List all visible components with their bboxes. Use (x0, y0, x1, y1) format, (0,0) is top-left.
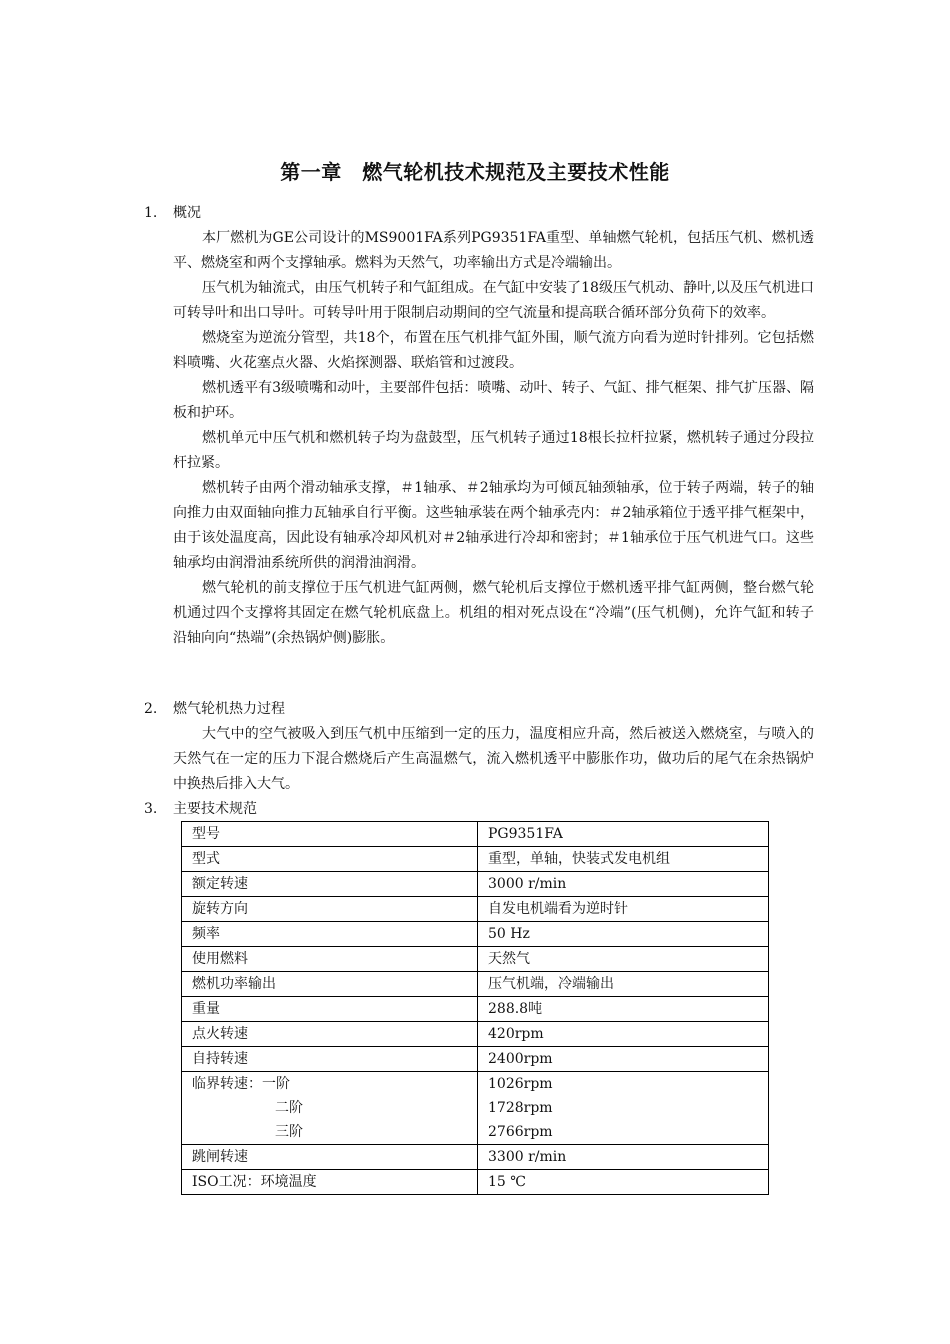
section-number: 2. (144, 701, 158, 717)
spec-value: PG9351FA (478, 822, 769, 847)
spec-label: 重量 (182, 997, 478, 1022)
table-row-critical-speed (182, 1072, 769, 1145)
section-heading (144, 697, 814, 722)
spec-value: 压气机端，冷端输出 (478, 972, 769, 997)
spec-label: ISO工况：环境温度 (182, 1170, 478, 1195)
spec-label: 使用燃料 (182, 947, 478, 972)
table-row (182, 972, 769, 997)
spec-label: 额定转速 (182, 872, 478, 897)
section-heading (144, 797, 814, 822)
table-row (182, 1022, 769, 1047)
critical-speed-second-order: 二阶 (275, 1100, 303, 1116)
section-number: 3. (144, 801, 158, 817)
spec-table (181, 821, 769, 1195)
spec-value (478, 1072, 769, 1145)
section-heading (144, 201, 814, 226)
critical-speed-label: 临界转速：一阶 (192, 1076, 290, 1092)
table-row (182, 997, 769, 1022)
spec-value: 50 Hz (478, 922, 769, 947)
spec-value: 自发电机端看为逆时针 (478, 897, 769, 922)
paragraph: 大气中的空气被吸入到压气机中压缩到一定的压力，温度相应升高，然后被送入燃烧室，与喷入的天然气在一定的压力下混合燃烧后产生高温燃气，流入燃机透平中膨胀作功，做功后的尾气在余热锅炉中换热后排入大气。 (173, 726, 814, 792)
spec-value: 15 ℃ (478, 1170, 769, 1195)
critical-speed-value: 1026rpm (488, 1076, 553, 1092)
table-row (182, 947, 769, 972)
section-title: 概况 (173, 205, 201, 221)
chapter-title: 第一章 燃气轮机技术规范及主要技术性能 (280, 160, 670, 184)
spec-value: 2400rpm (478, 1047, 769, 1072)
section-number: 1. (144, 205, 158, 221)
critical-speed-value: 2766rpm (488, 1124, 553, 1140)
table-row (182, 847, 769, 872)
spec-label: 自持转速 (182, 1047, 478, 1072)
spec-label (182, 1072, 478, 1145)
spec-label: 型式 (182, 847, 478, 872)
spec-label: 点火转速 (182, 1022, 478, 1047)
section-specs (144, 797, 814, 822)
table-row (182, 922, 769, 947)
table-row (182, 1047, 769, 1072)
table-row (182, 822, 769, 847)
table-row (182, 872, 769, 897)
table-row (182, 1170, 769, 1195)
paragraph: 压气机为轴流式，由压气机转子和气缸组成。在气缸中安装了18级压气机动、静叶,以及压气机进口可转导叶和出口导叶。可转导叶用于限制启动期间的空气流量和提高联合循环部分负荷下的效率。 (173, 280, 814, 321)
section-overview (144, 201, 814, 651)
spec-value: 3000 r/min (478, 872, 769, 897)
paragraph: 燃机透平有3级喷嘴和动叶，主要部件包括：喷嘴、动叶、转子、气缸、排气框架、排气扩压器、隔板和护环。 (173, 380, 814, 421)
spec-value: 420rpm (478, 1022, 769, 1047)
spec-value: 288.8吨 (478, 997, 769, 1022)
paragraph: 燃气轮机的前支撑位于压气机进气缸两侧，燃气轮机后支撑位于燃机透平排气缸两侧，整台燃气轮机通过四个支撑将其固定在燃气轮机底盘上。机组的相对死点设在“冷端”(压气机侧)，允许气缸和转子沿轴向向“热端”(余热锅炉侧)膨胀。 (173, 580, 814, 646)
spec-value: 3300 r/min (478, 1145, 769, 1170)
section-title: 燃气轮机热力过程 (173, 701, 285, 717)
spec-label: 旋转方向 (182, 897, 478, 922)
section-title: 主要技术规范 (173, 801, 257, 817)
spec-label: 频率 (182, 922, 478, 947)
spec-value: 重型，单轴，快装式发电机组 (478, 847, 769, 872)
table-row (182, 1145, 769, 1170)
section-thermal-process (144, 697, 814, 797)
spec-value: 天然气 (478, 947, 769, 972)
spec-label: 燃机功率输出 (182, 972, 478, 997)
paragraph: 燃烧室为逆流分管型，共18个，布置在压气机排气缸外围，顺气流方向看为逆时针排列。它包括燃料喷嘴、火花塞点火器、火焰探测器、联焰管和过渡段。 (173, 330, 814, 371)
paragraph: 燃机单元中压气机和燃机转子均为盘鼓型，压气机转子通过18根长拉杆拉紧，燃机转子通过分段拉杆拉紧。 (173, 430, 814, 471)
paragraph: 燃机转子由两个滑动轴承支撑，＃1轴承、＃2轴承均为可倾瓦轴颈轴承，位于转子两端，转子的轴向推力由双面轴向推力瓦轴承自行平衡。这些轴承装在两个轴承壳内：＃2轴承箱位于透平排气框架中，由于该处温度高，因此设有轴承冷却风机对＃2轴承进行冷却和密封；＃1轴承位于压气机进气口。这些轴承均由润滑油系统所供的润滑油润滑。 (173, 480, 814, 571)
spec-label: 跳闸转速 (182, 1145, 478, 1170)
critical-speed-third-order: 三阶 (275, 1124, 303, 1140)
table-row (182, 897, 769, 922)
paragraph: 本厂燃机为GE公司设计的MS9001FA系列PG9351FA重型、单轴燃气轮机，包括压气机、燃机透平、燃烧室和两个支撑轴承。燃料为天然气，功率输出方式是冷端输出。 (173, 230, 814, 271)
spec-label: 型号 (182, 822, 478, 847)
critical-speed-value: 1728rpm (488, 1100, 553, 1116)
